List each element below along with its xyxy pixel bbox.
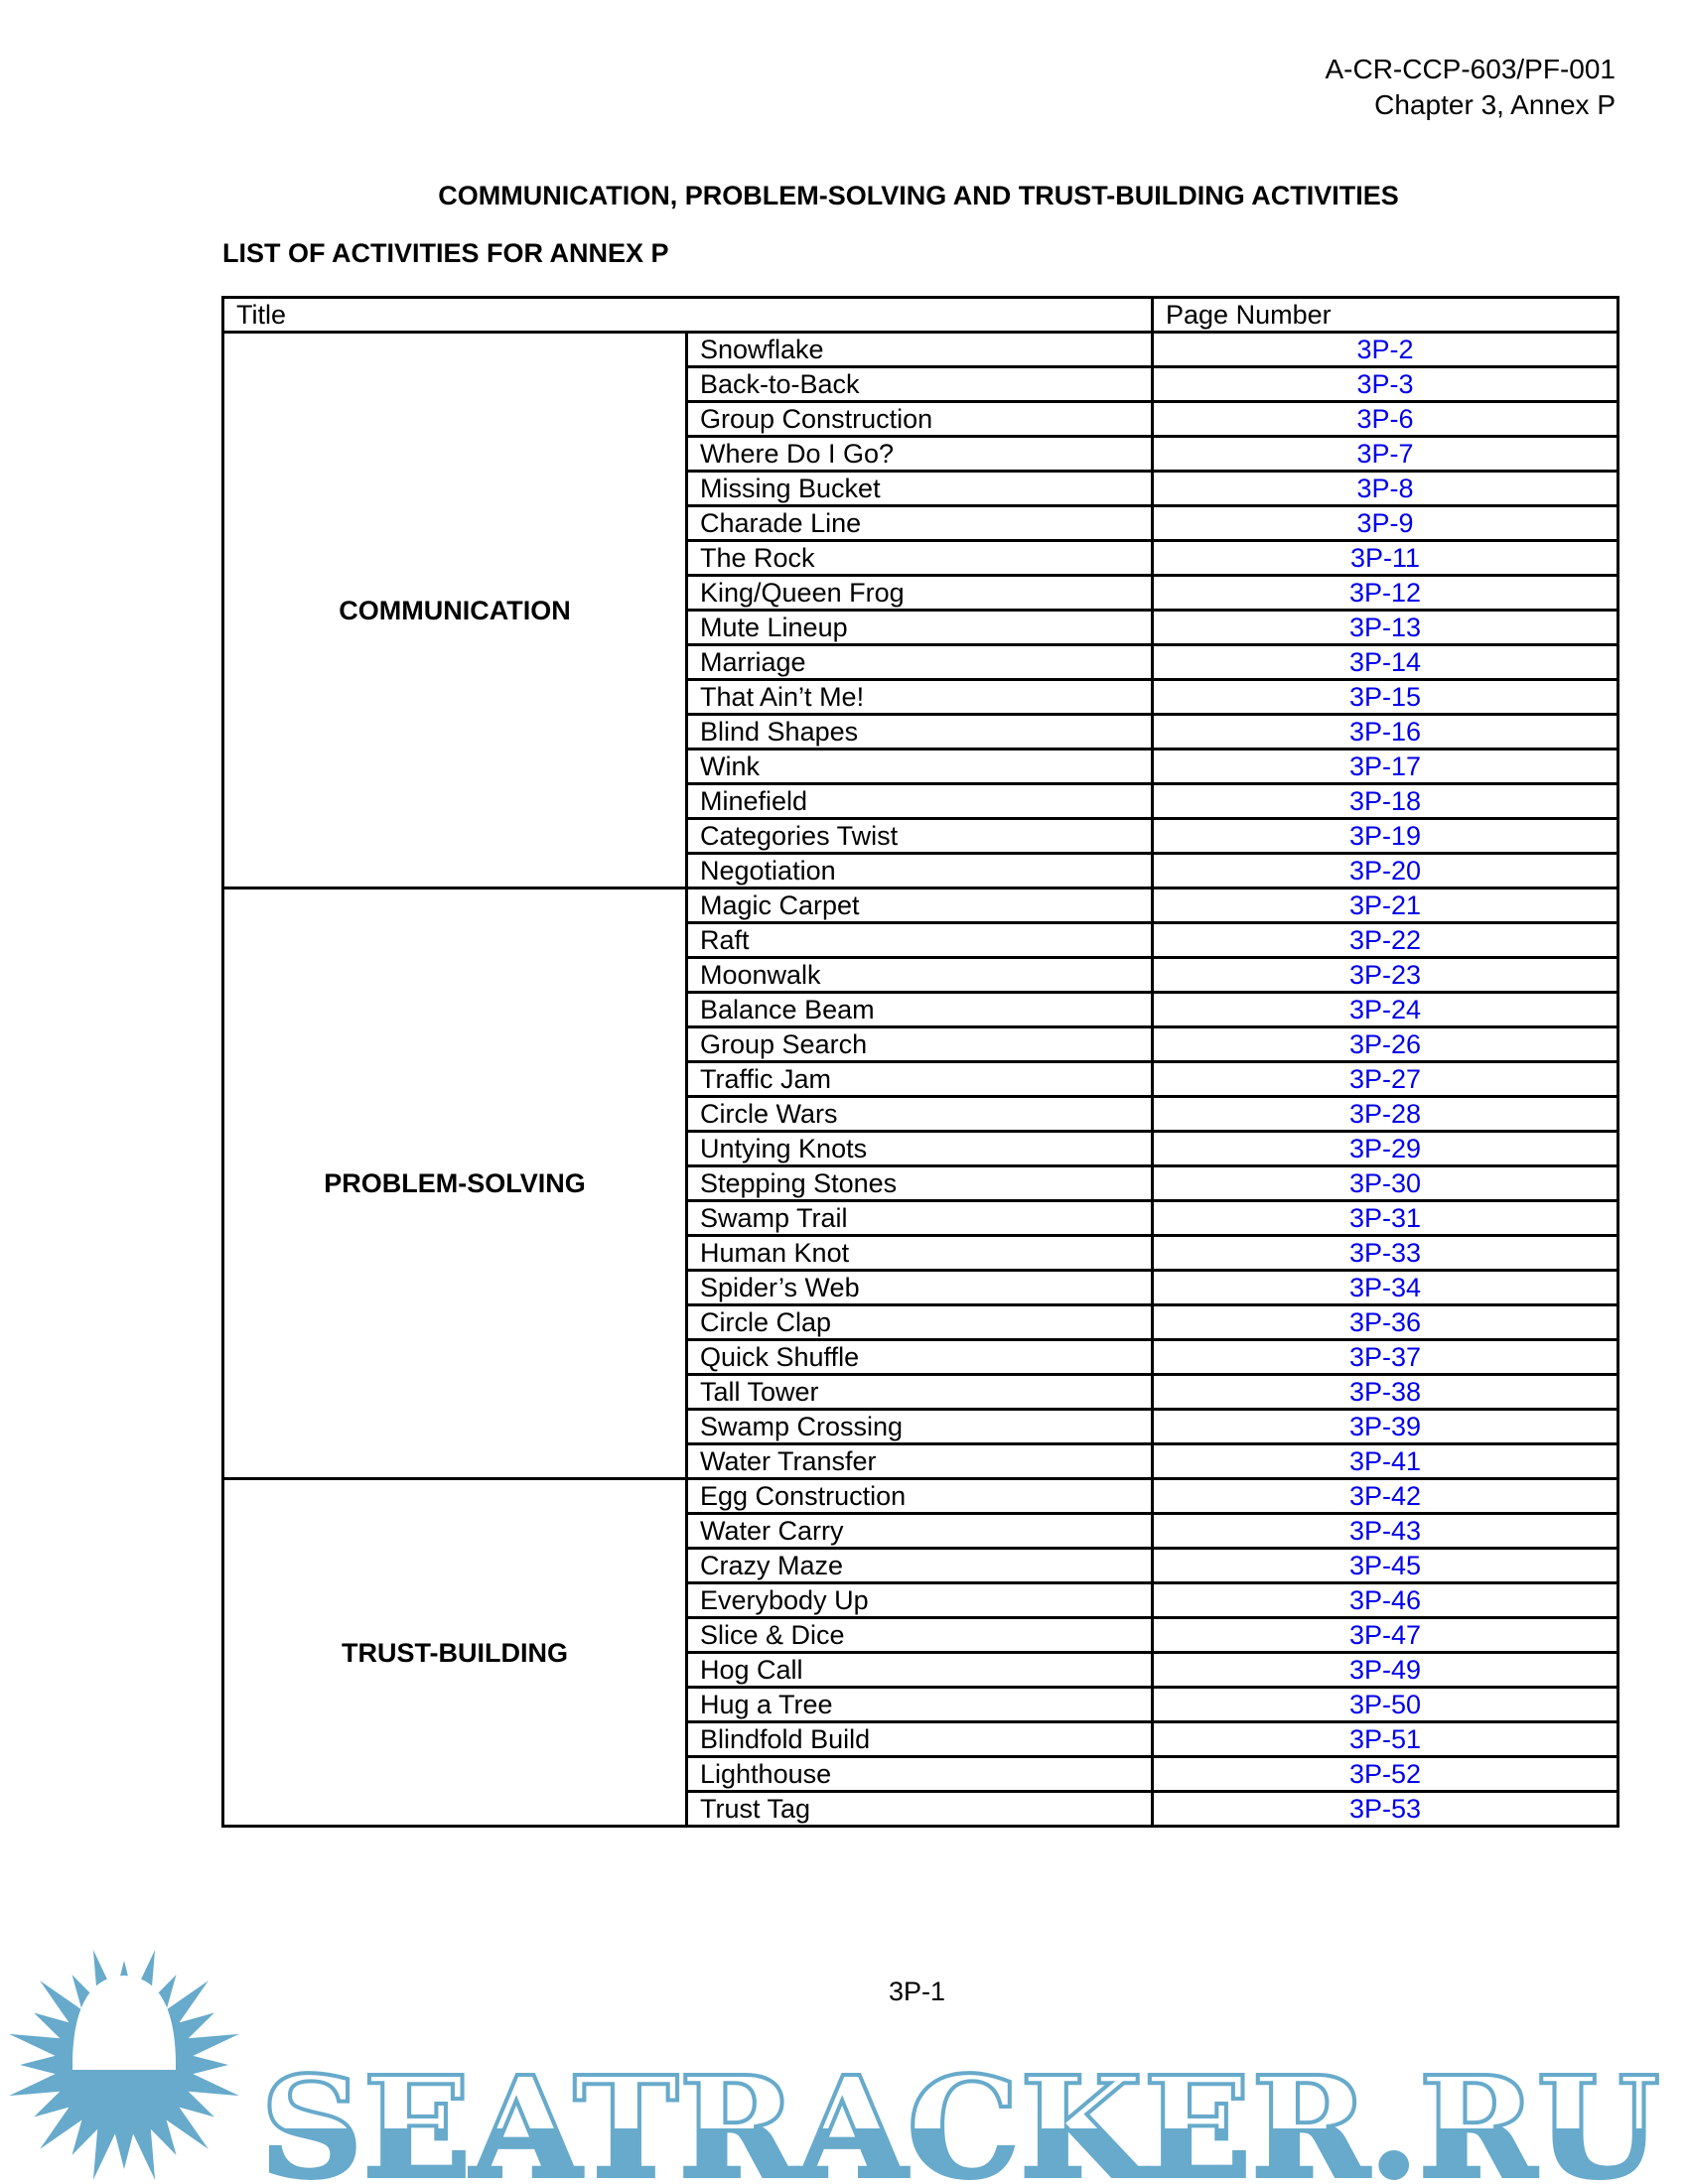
table-row xyxy=(223,888,1618,923)
page-link[interactable]: 3P-51 xyxy=(1153,1722,1618,1757)
activity-name: Snowflake xyxy=(687,333,1153,367)
activity-name: Missing Bucket xyxy=(687,472,1153,506)
activity-name: Raft xyxy=(687,923,1153,958)
page-link[interactable]: 3P-18 xyxy=(1153,784,1618,819)
page-number: 3P-1 xyxy=(889,1977,946,2006)
page-link[interactable]: 3P-37 xyxy=(1153,1340,1618,1375)
activity-name: Moonwalk xyxy=(687,958,1153,993)
activity-name: Minefield xyxy=(687,784,1153,819)
page-link[interactable]: 3P-39 xyxy=(1153,1410,1618,1444)
page-link[interactable]: 3P-34 xyxy=(1153,1271,1618,1305)
activity-name: Water Transfer xyxy=(687,1444,1153,1479)
page-link[interactable]: 3P-16 xyxy=(1153,715,1618,750)
activity-name: Egg Construction xyxy=(687,1479,1153,1514)
activity-name: Negotiation xyxy=(687,854,1153,888)
sun-icon xyxy=(9,1950,239,2180)
page-link[interactable]: 3P-26 xyxy=(1153,1027,1618,1062)
activity-name: King/Queen Frog xyxy=(687,576,1153,611)
page-link[interactable]: 3P-41 xyxy=(1153,1444,1618,1479)
page-title: COMMUNICATION, PROBLEM-SOLVING AND TRUST-BUILDING ACTIVITIES xyxy=(438,181,1399,210)
page-link[interactable]: 3P-33 xyxy=(1153,1236,1618,1271)
page-link[interactable]: 3P-53 xyxy=(1153,1792,1618,1827)
page-link[interactable]: 3P-42 xyxy=(1153,1479,1618,1514)
page-link[interactable]: 3P-13 xyxy=(1153,611,1618,645)
page-link[interactable]: 3P-30 xyxy=(1153,1166,1618,1201)
page-link[interactable]: 3P-43 xyxy=(1153,1514,1618,1549)
activity-name: The Rock xyxy=(687,541,1153,576)
header-title: Title xyxy=(223,298,1153,333)
activity-name: Human Knot xyxy=(687,1236,1153,1271)
activity-name: Lighthouse xyxy=(687,1757,1153,1792)
activity-name: Categories Twist xyxy=(687,819,1153,854)
activity-name: Blind Shapes xyxy=(687,715,1153,750)
activity-name: Traffic Jam xyxy=(687,1062,1153,1097)
category-cell: TRUST-BUILDING xyxy=(223,1479,687,1827)
page-link[interactable]: 3P-20 xyxy=(1153,854,1618,888)
page-link[interactable]: 3P-50 xyxy=(1153,1688,1618,1722)
activity-name: Hug a Tree xyxy=(687,1688,1153,1722)
page-link[interactable]: 3P-31 xyxy=(1153,1201,1618,1236)
page-link[interactable]: 3P-6 xyxy=(1153,402,1618,437)
activity-name: Everybody Up xyxy=(687,1583,1153,1618)
page-link[interactable]: 3P-17 xyxy=(1153,750,1618,784)
page-link[interactable]: 3P-24 xyxy=(1153,993,1618,1027)
activity-name: Wink xyxy=(687,750,1153,784)
page-link[interactable]: 3P-47 xyxy=(1153,1618,1618,1653)
chapter-label: Chapter 3, Annex P xyxy=(1374,89,1616,120)
page-link[interactable]: 3P-36 xyxy=(1153,1305,1618,1340)
activity-name: Spider’s Web xyxy=(687,1271,1153,1305)
page-link[interactable]: 3P-9 xyxy=(1153,506,1618,541)
table-header-row xyxy=(223,298,1618,333)
page-link[interactable]: 3P-49 xyxy=(1153,1653,1618,1688)
activity-name: Back-to-Back xyxy=(687,367,1153,402)
page-link[interactable]: 3P-22 xyxy=(1153,923,1618,958)
page-link[interactable]: 3P-46 xyxy=(1153,1583,1618,1618)
activity-name: Tall Tower xyxy=(687,1375,1153,1410)
page-link[interactable]: 3P-38 xyxy=(1153,1375,1618,1410)
page-link[interactable]: 3P-19 xyxy=(1153,819,1618,854)
activity-name: Swamp Trail xyxy=(687,1201,1153,1236)
page-link[interactable]: 3P-15 xyxy=(1153,680,1618,715)
activity-name: Circle Wars xyxy=(687,1097,1153,1132)
page-link[interactable]: 3P-7 xyxy=(1153,437,1618,472)
activity-name: Circle Clap xyxy=(687,1305,1153,1340)
page-link[interactable]: 3P-45 xyxy=(1153,1549,1618,1583)
category-cell: PROBLEM-SOLVING xyxy=(223,888,687,1479)
activity-name: Untying Knots xyxy=(687,1132,1153,1166)
activity-name: Stepping Stones xyxy=(687,1166,1153,1201)
page-link[interactable]: 3P-27 xyxy=(1153,1062,1618,1097)
activity-name: That Ain’t Me! xyxy=(687,680,1153,715)
page-link[interactable]: 3P-23 xyxy=(1153,958,1618,993)
page-link[interactable]: 3P-14 xyxy=(1153,645,1618,680)
section-subtitle: LIST OF ACTIVITIES FOR ANNEX P xyxy=(222,238,669,268)
category-cell: COMMUNICATION xyxy=(223,333,687,888)
document-header xyxy=(1325,52,1616,123)
page-link[interactable]: 3P-52 xyxy=(1153,1757,1618,1792)
activity-name: Hog Call xyxy=(687,1653,1153,1688)
activity-name: Where Do I Go? xyxy=(687,437,1153,472)
page-link[interactable]: 3P-11 xyxy=(1153,541,1618,576)
activity-name: Slice & Dice xyxy=(687,1618,1153,1653)
activity-name: Charade Line xyxy=(687,506,1153,541)
activities-table xyxy=(221,296,1619,1828)
page-link[interactable]: 3P-12 xyxy=(1153,576,1618,611)
page-link[interactable]: 3P-8 xyxy=(1153,472,1618,506)
activity-name: Magic Carpet xyxy=(687,888,1153,923)
watermark-logo xyxy=(0,1936,1688,2184)
page-link[interactable]: 3P-28 xyxy=(1153,1097,1618,1132)
header-page-number: Page Number xyxy=(1153,298,1618,333)
activity-name: Group Construction xyxy=(687,402,1153,437)
watermark-text: SEATRACKER.RU xyxy=(260,2047,1660,2184)
table-row xyxy=(223,1479,1618,1514)
activity-name: Trust Tag xyxy=(687,1792,1153,1827)
activity-name: Swamp Crossing xyxy=(687,1410,1153,1444)
activity-name: Balance Beam xyxy=(687,993,1153,1027)
activity-name: Quick Shuffle xyxy=(687,1340,1153,1375)
document-id: A-CR-CCP-603/PF-001 xyxy=(1325,54,1616,84)
activity-name: Water Carry xyxy=(687,1514,1153,1549)
activity-name: Blindfold Build xyxy=(687,1722,1153,1757)
page-link[interactable]: 3P-21 xyxy=(1153,888,1618,923)
activity-name: Group Search xyxy=(687,1027,1153,1062)
activity-name: Mute Lineup xyxy=(687,611,1153,645)
page-link[interactable]: 3P-3 xyxy=(1153,367,1618,402)
page-link[interactable]: 3P-2 xyxy=(1153,333,1618,367)
activity-name: Marriage xyxy=(687,645,1153,680)
activity-name: Crazy Maze xyxy=(687,1549,1153,1583)
page-link[interactable]: 3P-29 xyxy=(1153,1132,1618,1166)
table-row xyxy=(223,333,1618,367)
